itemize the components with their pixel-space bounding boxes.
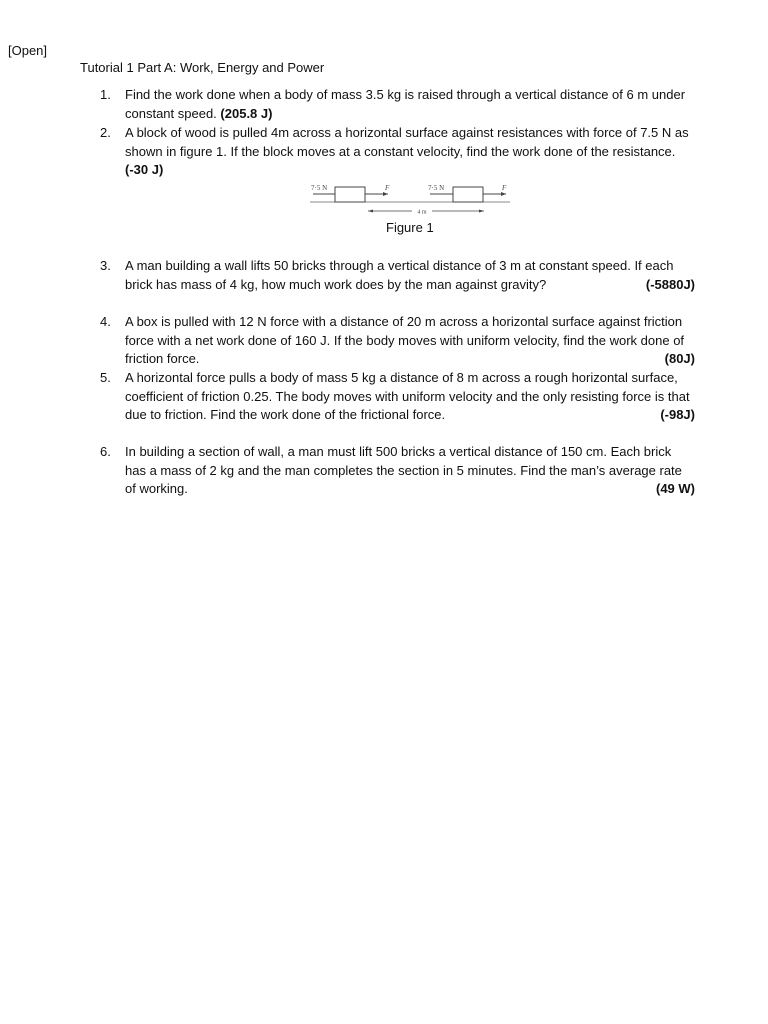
question-text: A box is pulled with 12 N force with a distance of 20 m across a horizontal surface against friction force with a net work done of 160 J. If the body moves with uniform velocity, find the work done of friction force. — [125, 314, 685, 366]
figure-1-diagram — [308, 181, 512, 215]
question-item — [100, 257, 700, 294]
question-number: 6. — [100, 444, 111, 459]
resistance-label-left: F — [385, 184, 390, 192]
arrowhead-icon — [501, 192, 506, 196]
question-text: Find the work done when a body of mass 3.5 kg is raised through a vertical distance of 6 m under constant speed. — [125, 87, 686, 121]
question-item — [100, 443, 700, 499]
classification-label: [Open] — [8, 43, 48, 58]
resistance-label-right: F — [502, 184, 507, 192]
question-body — [125, 313, 695, 369]
question-body — [125, 443, 695, 499]
figure-caption: Figure 1 — [386, 220, 434, 235]
block-left — [335, 187, 365, 202]
question-number: 1. — [100, 87, 111, 102]
question-answer: (-5880J) — [645, 276, 695, 292]
question-number: 5. — [100, 370, 111, 385]
question-answer: (205.8 J) — [220, 105, 273, 121]
question-body — [125, 257, 695, 294]
question-text: A man building a wall lifts 50 bricks through a vertical distance of 3 m at constant speed. If each brick has mass of 4 kg, how much work does by the man against gravity? — [125, 258, 674, 292]
question-item — [100, 86, 700, 123]
question-text: In building a section of wall, a man must lift 500 bricks a vertical distance of 150 cm. Each brick has a mass of 2 kg and the man completes the section in 5 minutes. Find the man’s average rate of working. — [125, 444, 682, 496]
question-answer: (49 W) — [656, 481, 695, 496]
question-number: 4. — [100, 314, 111, 329]
arrowhead-icon — [368, 210, 373, 213]
distance-label: 4 m — [417, 209, 427, 215]
arrowhead-icon — [383, 192, 388, 196]
block-right — [453, 187, 483, 202]
force-label-right: 7·5 N — [428, 184, 445, 192]
question-number: 3. — [100, 258, 111, 273]
question-answer: (80J) — [664, 351, 695, 366]
question-body — [125, 369, 695, 425]
question-number: 2. — [100, 125, 111, 140]
question-text: A horizontal force pulls a body of mass 5 kg a distance of 8 m across a rough horizontal surface, coefficient of friction 0.25. The body moves with uniform velocity and the only resisting force is that due to friction. Find the work done of the frictional force. — [125, 370, 690, 422]
question-body — [125, 124, 695, 180]
question-answer: (-30 J) — [125, 162, 164, 177]
page-title: Tutorial 1 Part A: Work, Energy and Power — [80, 60, 325, 75]
question-item — [100, 313, 700, 369]
force-label-left: 7·5 N — [311, 184, 328, 192]
question-item — [100, 369, 700, 425]
block-diagram-svg — [308, 181, 512, 215]
question-text: A block of wood is pulled 4m across a horizontal surface against resistances with force of 7.5 N as shown in figure 1. If the block moves at a constant velocity, find the work done of the resistance. — [125, 125, 689, 159]
question-item — [100, 124, 700, 180]
question-body — [125, 86, 695, 123]
question-answer: (-98J) — [660, 407, 695, 422]
arrowhead-icon — [479, 210, 484, 213]
